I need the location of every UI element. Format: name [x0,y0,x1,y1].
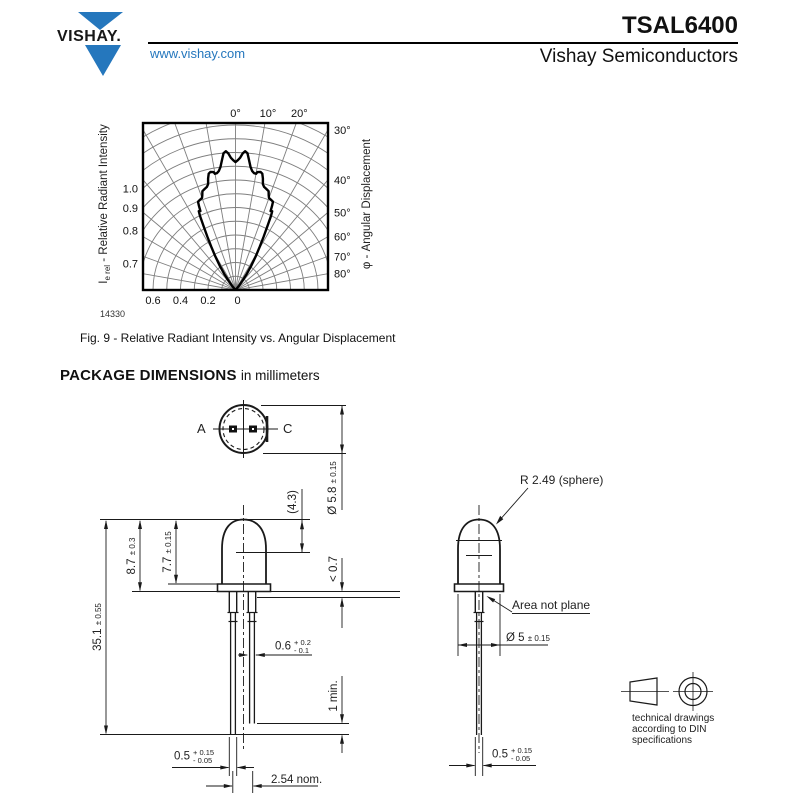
dim-lead-thickness-side: 0.5 + 0.15 - 0.05 [492,746,533,763]
package-dimensions-title: PACKAGE DIMENSIONS [60,367,237,384]
chart-tick-label: 40° [334,174,351,187]
chart-tick-label: 0.2 [200,295,216,307]
front-view [218,505,271,752]
dim-sphere-radius: R 2.49 (sphere) [520,473,604,487]
chart-y-axis-title: $I_{e rel}$ - Relative Radiant Intensity [97,124,113,284]
plot-id-number: 14330 [100,309,126,319]
header-rule [148,42,738,44]
division-title: Vishay Semiconductors [539,46,738,67]
area-not-plane-note: Area not plane [512,598,591,612]
side-view [455,505,504,753]
din-specification-note: technical drawings according to DIN specifications [632,713,715,746]
package-dimensions-units: in millimeters [240,368,320,383]
chart-tick-label: 70° [334,251,351,264]
chart-tick-label: 0 [234,295,241,307]
chart-tick-label: 60° [334,231,351,244]
dim-body-diameter: Ø 5 ± 0.15 [506,632,550,644]
dim-lead-standoff: 1 min. [328,680,340,712]
dim-total-height: 35.1 ± 0.55 [92,603,104,651]
chart-tick-label: 30° [334,124,351,137]
chart-tick-label: 0.4 [172,295,189,307]
chart-tick-label: 0° [230,108,241,120]
vishay-website-link[interactable]: www.vishay.com [150,46,246,61]
figure-caption: Fig. 9 - Relative Radiant Intensity vs. Angular Displacement [80,331,396,345]
dim-lead-pitch: 2.54 nom. [271,774,323,786]
chart-tick-label: 0.6 [145,295,161,307]
dim-lens-reference: (4.3) [287,490,299,514]
chart-tick-label: 10° [259,108,277,120]
anode-pin-label: A [197,421,206,436]
dim-body-height: 8.7 ± 0.3 [126,537,138,575]
part-number-title: TSAL6400 [621,12,738,39]
radiant-intensity-polar-chart [80,95,390,330]
chart-tick-label: 50° [334,207,351,220]
chart-angle-axis-title: φ - Angular Displacement [361,138,373,270]
chart-tick-label: 0.7 [122,258,138,271]
chart-tick-label: 1.0 [122,183,138,196]
din-projection-symbol [621,672,713,711]
chart-tick-label: 80° [334,268,351,281]
vishay-logo-text: VISHAY. [57,28,122,45]
vishay-logo-triangle-bottom-icon [85,45,121,76]
package-dimensions-heading [60,367,320,384]
dim-dome-height: 7.7 ± 0.15 [162,531,174,573]
cathode-pin-label: C [283,421,293,436]
chart-tick-label: 20° [290,108,308,120]
chart-tick-label: 0.9 [122,202,138,215]
dim-flange-diameter: Ø 5.8 ± 0.15 [327,461,339,515]
dim-lead-thickness-front: 0.5 + 0.15 - 0.05 [174,748,215,765]
dim-lead-width: 0.6 + 0.2 - 0.1 [275,638,311,655]
chart-tick-label: 0.8 [122,225,138,238]
dim-flange-gap: < 0.7 [328,556,340,582]
